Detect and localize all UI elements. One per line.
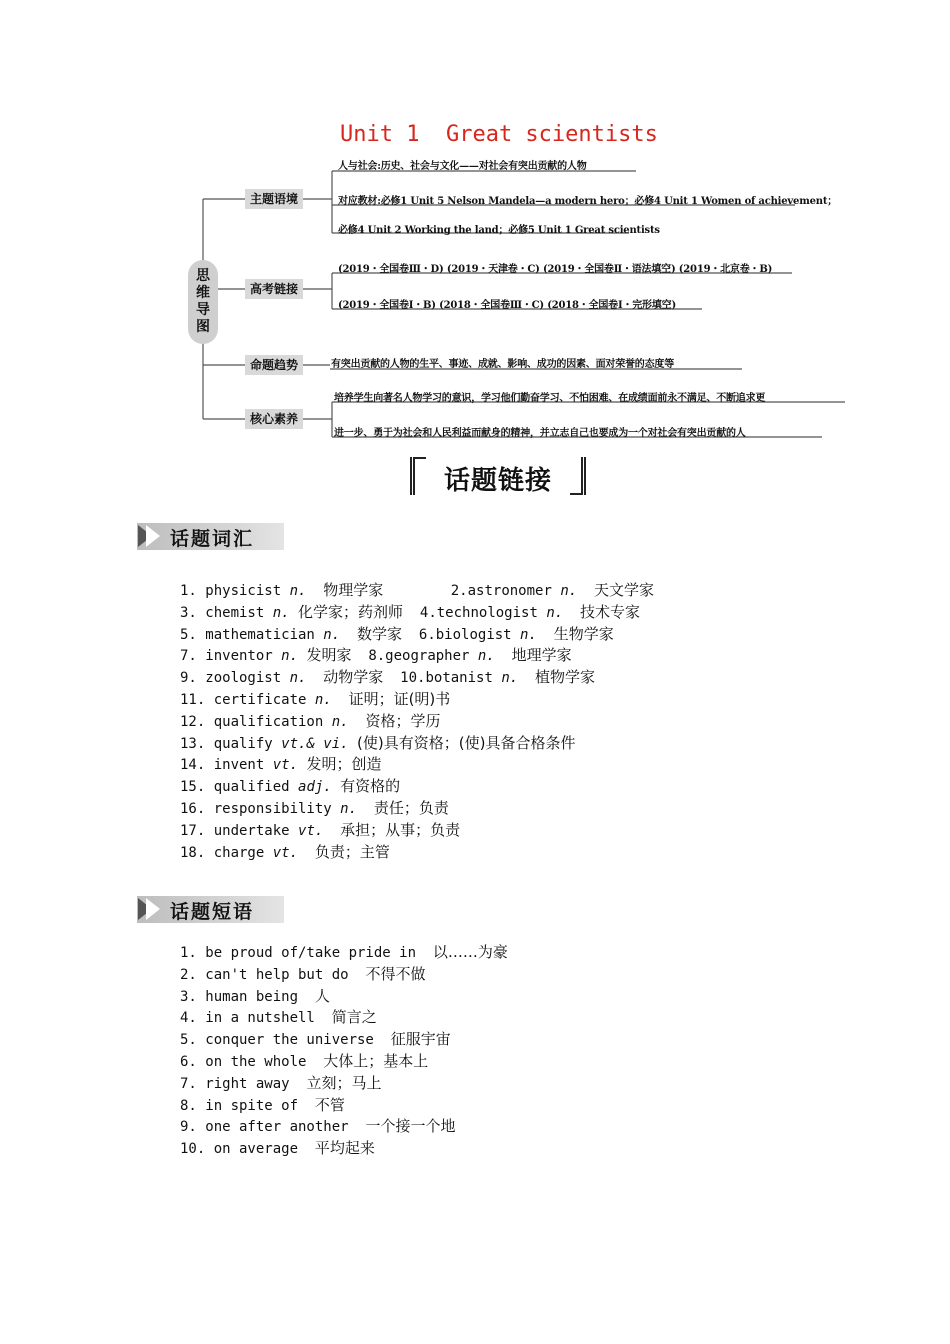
vocab-item: [180, 667, 654, 689]
phrase-item: [180, 1073, 508, 1095]
term: [495, 648, 512, 664]
term: 1. physicist: [180, 583, 290, 599]
term: [563, 605, 580, 621]
part-of-speech: n.: [477, 648, 495, 665]
vocab-item: [180, 602, 654, 624]
meaning: (使)具有资格；(使)具备合格条件: [357, 733, 576, 752]
term: 2.astronomer: [383, 583, 561, 599]
term: [349, 736, 357, 752]
term: 1. be proud of/take pride in: [180, 945, 433, 961]
term: 5. mathematician: [180, 626, 324, 643]
term: 4. in a nutshell: [180, 1010, 332, 1027]
phrase-item: [180, 1029, 508, 1051]
meaning: 证明；证(明)书: [348, 689, 451, 708]
meaning: 有资格的: [340, 777, 401, 796]
meaning: 发明家: [306, 646, 352, 665]
meaning: 数学家: [357, 624, 403, 643]
meaning: 简言之: [331, 1008, 377, 1027]
branch-node-trends: 命题趋势: [245, 355, 303, 375]
part-of-speech: n.: [331, 713, 349, 730]
term: [357, 801, 374, 817]
vocab-item: [180, 733, 654, 755]
banner-title: 话题链接: [443, 466, 552, 496]
term: [290, 605, 298, 621]
branch-node-core-literacy: 核心素养: [245, 409, 303, 429]
meaning: 动物学家: [323, 668, 384, 687]
vocab-list: [180, 580, 654, 863]
vocab-item: [180, 820, 654, 842]
phrase-item: [180, 1095, 508, 1117]
part-of-speech: n.: [340, 800, 358, 817]
meaning: 负责；主管: [314, 842, 390, 861]
term: 6. on the whole: [180, 1053, 324, 1070]
section-title: 话题短语: [170, 901, 255, 923]
part-of-speech: vt.: [298, 822, 324, 839]
branch-node-exam-links: 高考链接: [245, 279, 303, 299]
term: 16. responsibility: [180, 800, 341, 817]
meaning: 发明；创造: [306, 755, 382, 774]
term: 13. qualify: [180, 735, 282, 752]
meaning: 资格；学历: [365, 711, 441, 730]
branch-leaf: 必修4 Unit 2 Working the land；必修5 Unit 1 Great scientists: [338, 225, 660, 236]
term: 18. charge: [180, 844, 273, 861]
section-heading-phrases: [137, 896, 284, 923]
part-of-speech: n.: [546, 604, 564, 621]
vocab-item: [180, 689, 654, 711]
part-of-speech: adj.: [298, 779, 332, 796]
branch-leaf: 对应教材:必修1 Unit 5 Nelson Mandela—a modern hero；必修4 Unit 1 Women of achievement；: [338, 196, 838, 207]
phrase-item: [180, 986, 508, 1008]
meaning: 大体上；基本上: [323, 1051, 429, 1070]
branch-leaf: 培养学生向著名人物学习的意识，学习他们勤奋学习、不怕困难、在成绩面前永不满足、不断追求更: [334, 393, 766, 404]
vocab-item: [180, 798, 654, 820]
meaning: 技术专家: [580, 602, 641, 621]
meaning: 立刻；马上: [306, 1073, 382, 1092]
vocab-item: [180, 580, 654, 602]
meaning: 不得不做: [365, 964, 426, 983]
term: [332, 779, 340, 795]
term: 15. qualified: [180, 779, 299, 796]
term: 14. invent: [180, 757, 273, 774]
vocab-item: [180, 776, 654, 798]
meaning: 化学家；药剂师: [298, 602, 404, 621]
phrase-list: [180, 942, 508, 1160]
meaning: 平均起来: [314, 1139, 375, 1158]
term: 7. right away: [180, 1075, 307, 1092]
part-of-speech: vt.: [272, 844, 299, 861]
term: [577, 583, 594, 599]
topic-link-banner: [410, 457, 586, 495]
part-of-speech: n.: [501, 670, 519, 687]
term: [349, 714, 366, 730]
meaning: 生物学家: [553, 624, 614, 643]
part-of-speech: n.: [560, 583, 578, 599]
phrase-item: [180, 1116, 508, 1138]
term: 3. human being: [180, 988, 315, 1005]
term: 10. on average: [180, 1141, 315, 1158]
vocab-item: [180, 624, 654, 646]
term: 12. qualification: [180, 713, 332, 730]
meaning: 不管: [314, 1095, 345, 1114]
vocab-item: [180, 711, 654, 733]
term: 6.biologist: [402, 626, 521, 643]
section-title: 话题词汇: [170, 528, 255, 550]
term: 8. in spite of: [180, 1097, 315, 1114]
meaning: 地理学家: [511, 646, 572, 665]
phrase-item: [180, 1138, 508, 1160]
phrase-item: [180, 942, 508, 964]
term: [306, 583, 323, 599]
term: 5. conquer the universe: [180, 1032, 391, 1049]
phrase-item: [180, 1007, 508, 1029]
meaning: 人: [314, 986, 330, 1005]
phrase-item: [180, 1051, 508, 1073]
mind-map-root: [188, 260, 218, 344]
meaning: 一个接一个地: [365, 1117, 456, 1136]
term: 17. undertake: [180, 822, 299, 839]
vocab-item: [180, 842, 654, 864]
term: 7. inventor: [180, 648, 282, 665]
vocab-item: [180, 754, 654, 776]
term: [332, 692, 349, 708]
branch-leaf: 人与社会:历史、社会与文化——对社会有突出贡献的人物: [338, 161, 587, 172]
meaning: 物理学家: [323, 581, 384, 599]
part-of-speech: n.: [314, 691, 332, 708]
meaning: 承担；从事；负责: [340, 820, 461, 839]
part-of-speech: n.: [289, 583, 307, 599]
mind-map-root-label: 思维导图: [196, 268, 210, 335]
section-heading-vocab: [137, 523, 284, 550]
branch-leaf: 有突出贡献的人物的生平、事迹、成就、影响、成功的因素、面对荣誉的态度等: [331, 359, 674, 370]
vocab-item: [180, 645, 654, 667]
meaning: 责任；负责: [373, 798, 449, 817]
meaning: 征服宇宙: [390, 1030, 451, 1049]
term: [518, 670, 535, 686]
part-of-speech: n.: [281, 648, 299, 665]
unit-title: Unit 1 Great scientists: [340, 122, 658, 147]
term: [323, 823, 340, 839]
meaning: 以……为豪: [432, 943, 508, 961]
term: [298, 845, 315, 861]
term: 10.botanist: [383, 670, 502, 687]
phrase-item: [180, 964, 508, 986]
part-of-speech: n.: [272, 604, 290, 621]
term: 9. zoologist: [180, 670, 290, 687]
term: [537, 627, 554, 643]
branch-leaf: (2019・全国卷Ⅲ・D) (2019・天津卷・C) (2019・全国卷Ⅱ・语法填空) (2019・北京卷・B): [338, 264, 773, 275]
part-of-speech: n.: [323, 626, 341, 643]
term: 11. certificate: [180, 691, 315, 708]
term: 8.geographer: [351, 648, 478, 665]
branch-leaf: 进一步、勇于为社会和人民利益而献身的精神，并立志自己也要成为一个对社会有突出贡献的人: [334, 428, 746, 439]
term: 9. one after another: [180, 1119, 366, 1136]
meaning: 天文学家: [594, 581, 655, 599]
branch-leaf: (2019・全国卷Ⅰ・B) (2018・全国卷Ⅲ・C) (2018・全国卷Ⅰ・完形填空): [338, 300, 676, 311]
part-of-speech: vt.: [272, 757, 299, 774]
part-of-speech: vt.& vi.: [281, 735, 349, 752]
meaning: 植物学家: [535, 668, 596, 687]
term: 4.technologist: [403, 604, 547, 621]
branch-node-theme: 主题语境: [245, 189, 303, 209]
part-of-speech: n.: [289, 670, 307, 687]
term: 3. chemist: [180, 604, 273, 621]
term: 2. can't help but do: [180, 966, 366, 983]
term: [340, 627, 357, 643]
term: [306, 670, 323, 686]
part-of-speech: n.: [520, 626, 537, 643]
